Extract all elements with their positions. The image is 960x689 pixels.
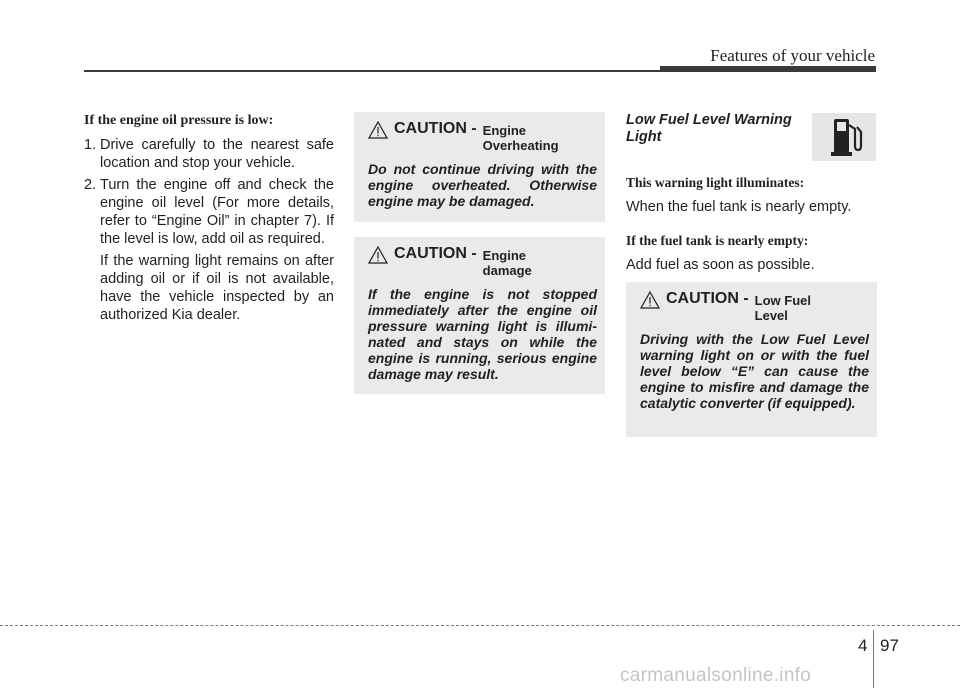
warning-triangle-icon <box>640 291 660 309</box>
step-1 <box>84 136 334 172</box>
caution-topic: Engine damage <box>482 248 532 278</box>
caution-topic: Engine Overheating <box>482 123 559 153</box>
caution-body: Do not continue driving with the engine overheated. Otherwise engine may be damaged. <box>368 161 597 209</box>
header-rule-thin <box>84 70 660 72</box>
dealer-note: If the warning light remains on after adding oil or if oil is not available, have the vehicle inspected by an authorized Kia dealer. <box>100 253 334 323</box>
caution-label: CAUTION - <box>394 245 477 262</box>
caution-box-overheating <box>354 112 605 222</box>
nearly-empty-text: Add fuel as soon as possible. <box>626 257 815 273</box>
chapter-number: 4 <box>858 636 868 655</box>
caution-box-low-fuel <box>626 282 877 437</box>
caution-topic: Low Fuel Level <box>754 293 811 323</box>
illuminates-subhead: This warning light illuminates: <box>626 175 805 190</box>
illuminates-text: When the fuel tank is nearly empty. <box>626 199 852 215</box>
step-number: 1. <box>84 137 97 153</box>
low-fuel-heading: Low Fuel Level Warning Light <box>626 112 792 145</box>
section-title: Features of your vehicle <box>710 46 875 65</box>
page-number-divider <box>873 630 874 688</box>
step-text: Turn the engine off and check the engine oil level (For more details, refer to “Engine Oil” in chapter 7). If the level is low, add oil as required. <box>100 177 334 247</box>
caution-body: If the engine is not stopped immediately after the engine oil pressure warning light is illumi-nated and stays on while the engine is running, serious engine damage may result. <box>368 286 597 382</box>
caution-body: Driving with the Low Fuel Level warning light on or with the fuel level below “E” can cause the engine to misfire and damage the catalytic converter (if equipped). <box>640 331 869 411</box>
warning-triangle-icon <box>368 121 388 139</box>
step-2 <box>84 176 334 248</box>
footer-rule <box>0 625 960 626</box>
oil-pressure-subhead: If the engine oil pressure is low: <box>84 113 274 128</box>
step-number: 2. <box>84 177 97 193</box>
header-rule-thick <box>660 66 876 72</box>
fuel-warning-light <box>812 113 876 161</box>
step-text: Drive carefully to the nearest safe location and stop your vehicle. <box>100 137 334 171</box>
oil-pressure-section <box>84 112 334 324</box>
nearly-empty-subhead: If the fuel tank is nearly empty: <box>626 233 809 248</box>
warning-triangle-icon <box>368 246 388 264</box>
watermark: carmanualsonline.info <box>620 665 812 686</box>
caution-label: CAUTION - <box>394 120 477 137</box>
page-number: 97 <box>880 636 899 655</box>
low-fuel-section <box>626 112 877 274</box>
caution-box-engine-damage <box>354 237 605 394</box>
caution-label: CAUTION - <box>666 290 749 307</box>
fuel-pump-icon <box>812 113 876 161</box>
